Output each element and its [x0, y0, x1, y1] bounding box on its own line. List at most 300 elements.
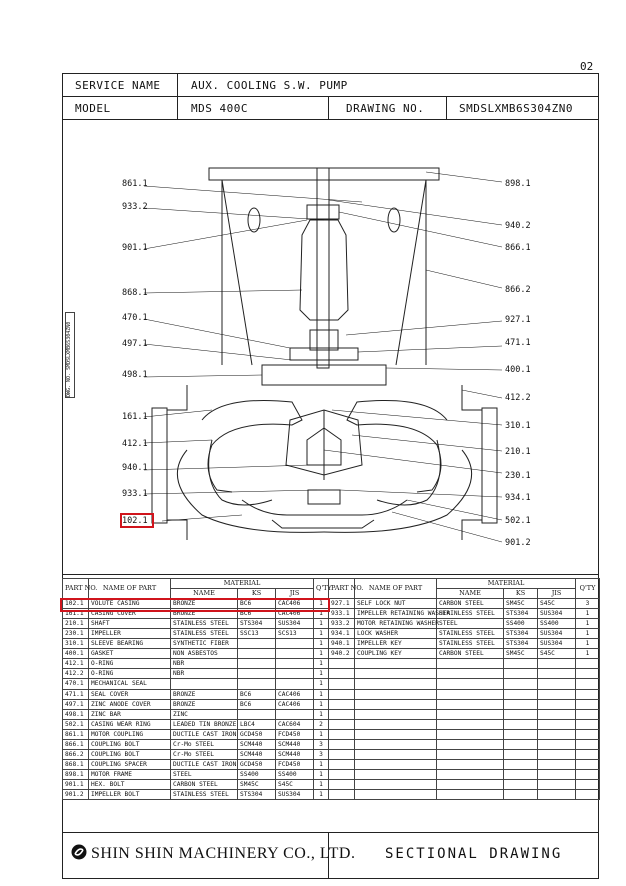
table-cell: 861.1 [63, 729, 89, 739]
table-cell [576, 659, 600, 669]
table-cell [504, 779, 538, 789]
table-cell: 933.1 [329, 609, 355, 619]
table-cell: ZINC BAR [89, 709, 171, 719]
table-cell [329, 729, 355, 739]
table-cell: CASING WEAR RING [89, 719, 171, 729]
table-row [329, 649, 600, 659]
table-cell [538, 789, 576, 799]
table-cell: 1 [576, 619, 600, 629]
table-cell: S45C [276, 779, 314, 789]
callout-label: 940.1 [122, 463, 148, 473]
table-row [63, 769, 329, 779]
table-cell [355, 679, 437, 689]
table-row [63, 789, 329, 799]
table-cell [238, 669, 276, 679]
callout-label: 210.1 [505, 447, 531, 457]
table-cell: STS304 [504, 639, 538, 649]
table-cell: SM45C [504, 649, 538, 659]
table-cell: SS400 [276, 769, 314, 779]
callout-label: 866.1 [505, 243, 531, 253]
table-cell [504, 689, 538, 699]
table-cell: 400.1 [63, 649, 89, 659]
table-cell: SEAL COVER [89, 689, 171, 699]
table-cell: STS304 [238, 619, 276, 629]
table-cell: 1 [314, 689, 329, 699]
table-cell: 940.2 [329, 649, 355, 659]
table-cell [504, 709, 538, 719]
table-cell [576, 739, 600, 749]
table-cell [538, 709, 576, 719]
table-row-empty [329, 769, 600, 779]
table-cell: 1 [314, 639, 329, 649]
table-cell [276, 679, 314, 689]
drawing-title: SECTIONAL DRAWING [385, 846, 563, 862]
table-cell [355, 719, 437, 729]
table-cell [538, 719, 576, 729]
table-cell [329, 679, 355, 689]
callout-label: 940.2 [505, 221, 531, 231]
table-row-empty [329, 659, 600, 669]
table-row-empty [329, 779, 600, 789]
table-cell [576, 759, 600, 769]
table-cell [355, 689, 437, 699]
table-cell [329, 669, 355, 679]
table-cell [576, 699, 600, 709]
table-row [63, 739, 329, 749]
table-cell [538, 759, 576, 769]
table-cell: Cr-Mo STEEL [171, 739, 238, 749]
table-cell: 866.2 [63, 749, 89, 759]
drawing-no-value: SMDSLXMB6S304ZN0 [459, 102, 573, 115]
header-material: MATERIAL [437, 579, 576, 589]
table-cell [329, 659, 355, 669]
table-cell: 498.1 [63, 709, 89, 719]
table-cell: 898.1 [63, 769, 89, 779]
table-cell [504, 679, 538, 689]
table-cell: BC6 [238, 599, 276, 609]
table-cell [329, 779, 355, 789]
table-cell: CAC406 [276, 609, 314, 619]
header-name: NAME OF PART [89, 579, 171, 599]
table-cell: 934.1 [329, 629, 355, 639]
callout-label: 866.2 [505, 285, 531, 295]
table-cell: NBR [171, 659, 238, 669]
table-cell: MOTOR COUPLING [89, 729, 171, 739]
table-cell [437, 699, 504, 709]
table-cell: DUCTILE CAST IRON [171, 759, 238, 769]
table-cell [329, 769, 355, 779]
table-cell: STAINLESS STEEL [171, 629, 238, 639]
table-cell [437, 789, 504, 799]
table-cell: SCM440 [238, 739, 276, 749]
table-cell: LEADED TIN BRONZE [171, 719, 238, 729]
table-cell [355, 789, 437, 799]
table-cell [437, 679, 504, 689]
table-cell: LOCK WASHER [355, 629, 437, 639]
table-cell: 1 [314, 619, 329, 629]
table-cell: STS304 [504, 609, 538, 619]
header-ks: KS [504, 589, 538, 599]
callout-label: 470.1 [122, 313, 148, 323]
table-row [329, 599, 600, 609]
table-cell: SCM440 [238, 749, 276, 759]
table-row-empty [329, 729, 600, 739]
table-cell [437, 759, 504, 769]
table-cell: SUS304 [276, 789, 314, 799]
table-cell: NBR [171, 669, 238, 679]
table-cell: IMPELLER BOLT [89, 789, 171, 799]
table-cell [437, 669, 504, 679]
table-cell: 497.1 [63, 699, 89, 709]
table-cell: CARBON STEEL [437, 599, 504, 609]
table-cell [329, 789, 355, 799]
table-cell: 1 [314, 599, 329, 609]
table-cell [538, 699, 576, 709]
table-cell [355, 739, 437, 749]
header-jis: JIS [276, 589, 314, 599]
header-name: NAME OF PART [355, 579, 437, 599]
table-row [63, 689, 329, 699]
table-cell: 1 [314, 649, 329, 659]
highlight-row-102-1 [60, 598, 330, 612]
callout-label: 497.1 [122, 339, 148, 349]
table-cell [329, 759, 355, 769]
table-cell: STEEL [171, 769, 238, 779]
table-cell: 502.1 [63, 719, 89, 729]
table-cell: CAC406 [276, 599, 314, 609]
table-row [329, 609, 600, 619]
table-cell: SLEEVE BEARING [89, 639, 171, 649]
table-cell [355, 729, 437, 739]
company-logo-icon [71, 844, 87, 860]
model-label: MODEL [75, 102, 111, 115]
table-row-empty [329, 739, 600, 749]
table-cell: STAINLESS STEEL [171, 789, 238, 799]
table-cell [355, 669, 437, 679]
table-cell: 940.1 [329, 639, 355, 649]
table-cell: LBC4 [238, 719, 276, 729]
table-row-empty [329, 759, 600, 769]
table-cell: 2 [314, 719, 329, 729]
table-cell: BRONZE [171, 699, 238, 709]
header-part-no: PART NO. [329, 579, 355, 599]
table-cell [238, 659, 276, 669]
header-mat-name: NAME [171, 589, 238, 599]
table-cell: STEEL [437, 619, 504, 629]
table-cell: CAC604 [276, 719, 314, 729]
table-cell [504, 699, 538, 709]
table-cell: MOTOR RETAINING WASHER [355, 619, 437, 629]
table-cell [538, 749, 576, 759]
table-cell: SCM440 [276, 739, 314, 749]
table-cell: SELF LOCK NUT [355, 599, 437, 609]
table-cell: STAINLESS STEEL [437, 629, 504, 639]
header-part-no: PART NO. [63, 579, 89, 599]
callout-label: 310.1 [505, 421, 531, 431]
table-row [63, 649, 329, 659]
table-cell [437, 659, 504, 669]
table-cell [576, 729, 600, 739]
table-cell [171, 679, 238, 689]
header-material: MATERIAL [171, 579, 314, 589]
table-row [63, 659, 329, 669]
table-cell: 210.1 [63, 619, 89, 629]
callout-label: 861.1 [122, 179, 148, 189]
table-cell: CARBON STEEL [171, 779, 238, 789]
table-cell: S45C [538, 649, 576, 659]
table-row-empty [329, 709, 600, 719]
table-cell: GCD450 [238, 759, 276, 769]
table-cell: FCD450 [276, 759, 314, 769]
table-cell: 1 [314, 659, 329, 669]
table-cell: SYNTHETIC FIBER [171, 639, 238, 649]
table-cell: 161.1 [63, 609, 89, 619]
service-name-label: SERVICE NAME [75, 79, 161, 92]
table-cell: COUPLING BOLT [89, 749, 171, 759]
callout-label: 230.1 [505, 471, 531, 481]
table-cell: CAC406 [276, 699, 314, 709]
table-cell: FCD450 [276, 729, 314, 739]
table-cell: 1 [314, 709, 329, 719]
table-cell [576, 679, 600, 689]
table-cell [276, 709, 314, 719]
callout-label: 412.1 [122, 439, 148, 449]
table-row-empty [329, 719, 600, 729]
table-row [63, 669, 329, 679]
highlight-callout-102-1 [120, 513, 154, 528]
table-cell: STAINLESS STEEL [171, 619, 238, 629]
table-cell: 412.1 [63, 659, 89, 669]
table-cell: SHAFT [89, 619, 171, 629]
table-cell: BC6 [238, 699, 276, 709]
table-cell [329, 689, 355, 699]
table-cell [329, 749, 355, 759]
table-cell [329, 699, 355, 709]
parts-table-right [328, 578, 600, 800]
table-cell [504, 749, 538, 759]
table-cell [576, 779, 600, 789]
table-cell [437, 709, 504, 719]
table-cell: SUS304 [538, 609, 576, 619]
table-cell: SUS304 [276, 619, 314, 629]
callout-label: 898.1 [505, 179, 531, 189]
table-cell: O-RING [89, 659, 171, 669]
table-row [63, 719, 329, 729]
table-cell [276, 659, 314, 669]
callout-label: 400.1 [505, 365, 531, 375]
table-cell: MOTOR FRAME [89, 769, 171, 779]
table-cell: SS400 [538, 619, 576, 629]
model-value: MDS 400C [191, 102, 248, 115]
header-qty: Q'TY [314, 579, 329, 599]
callout-label: 502.1 [505, 516, 531, 526]
table-cell [576, 749, 600, 759]
callout-label: 161.1 [122, 412, 148, 422]
table-cell: IMPELLER KEY [355, 639, 437, 649]
table-cell: SS400 [238, 769, 276, 779]
table-cell: GASKET [89, 649, 171, 659]
table-cell [576, 719, 600, 729]
table-cell: SS400 [504, 619, 538, 629]
table-cell [538, 739, 576, 749]
table-row-empty [329, 789, 600, 799]
table-cell: 1 [314, 629, 329, 639]
table-row [63, 749, 329, 759]
side-drawing-number: DWG. NO. SMDSLXMB6S304ZN0 [65, 312, 75, 398]
table-cell: 1 [314, 669, 329, 679]
callout-label: 102.1 [122, 516, 148, 526]
table-cell: 927.1 [329, 599, 355, 609]
table-cell [238, 639, 276, 649]
header-mat-name: NAME [437, 589, 504, 599]
drawing-no-label: DRAWING NO. [346, 102, 425, 115]
table-cell: 1 [314, 759, 329, 769]
table-cell [437, 749, 504, 759]
table-cell: CASING COVER [89, 609, 171, 619]
table-row-empty [329, 669, 600, 679]
table-cell: Cr-Mo STEEL [171, 749, 238, 759]
company-name [71, 844, 355, 863]
service-name-value: AUX. COOLING S.W. PUMP [191, 79, 348, 92]
table-cell [504, 659, 538, 669]
table-cell: BRONZE [171, 689, 238, 699]
table-cell: BC6 [238, 689, 276, 699]
table-cell [437, 689, 504, 699]
table-cell [576, 789, 600, 799]
callout-label: 868.1 [122, 288, 148, 298]
table-cell [238, 649, 276, 659]
table-cell [238, 679, 276, 689]
table-cell: SCS13 [276, 629, 314, 639]
table-cell [504, 669, 538, 679]
table-cell: 901.2 [63, 789, 89, 799]
table-cell: STS304 [504, 629, 538, 639]
table-cell [538, 679, 576, 689]
table-cell [538, 659, 576, 669]
table-cell: 471.1 [63, 689, 89, 699]
table-cell: CARBON STEEL [437, 649, 504, 659]
table-row [63, 629, 329, 639]
table-cell [329, 739, 355, 749]
table-cell [538, 769, 576, 779]
table-cell: 1 [576, 639, 600, 649]
table-cell: SSC13 [238, 629, 276, 639]
table-cell: S45C [538, 599, 576, 609]
table-row-empty [329, 749, 600, 759]
table-cell [329, 709, 355, 719]
table-cell [504, 719, 538, 729]
table-cell: 901.1 [63, 779, 89, 789]
table-cell: GCD450 [238, 729, 276, 739]
table-cell: STAINLESS STEEL [437, 639, 504, 649]
callout-label: 901.2 [505, 538, 531, 548]
table-cell [576, 669, 600, 679]
table-cell [355, 769, 437, 779]
table-cell: SM45C [238, 779, 276, 789]
table-row [63, 779, 329, 789]
table-cell [576, 709, 600, 719]
header-qty: Q'TY [576, 579, 600, 599]
table-cell: MECHANICAL SEAL [89, 679, 171, 689]
table-cell: SUS304 [538, 629, 576, 639]
table-cell: VOLUTE CASING [89, 599, 171, 609]
table-cell [437, 739, 504, 749]
table-cell [538, 779, 576, 789]
table-cell: 866.1 [63, 739, 89, 749]
table-cell: DUCTILE CAST IRON [171, 729, 238, 739]
table-row [63, 759, 329, 769]
table-row [329, 619, 600, 629]
table-row [63, 699, 329, 709]
table-cell [504, 729, 538, 739]
table-cell: 3 [314, 739, 329, 749]
table-row [63, 729, 329, 739]
table-cell: 1 [314, 769, 329, 779]
table-cell: 102.1 [63, 599, 89, 609]
callout-label: 927.1 [505, 315, 531, 325]
table-cell: 470.1 [63, 679, 89, 689]
table-row [63, 639, 329, 649]
table-cell: BRONZE [171, 609, 238, 619]
table-cell: CAC406 [276, 689, 314, 699]
table-cell: 1 [314, 729, 329, 739]
table-cell [576, 769, 600, 779]
table-cell: NON ASBESTOS [171, 649, 238, 659]
table-cell: 868.1 [63, 759, 89, 769]
callout-label: 412.2 [505, 393, 531, 403]
table-cell [504, 789, 538, 799]
table-cell: IMPELLER [89, 629, 171, 639]
table-row [63, 679, 329, 689]
table-cell [276, 639, 314, 649]
table-cell: 1 [314, 789, 329, 799]
callout-label: 901.1 [122, 243, 148, 253]
table-row [63, 709, 329, 719]
callout-label: 933.1 [122, 489, 148, 499]
table-cell: COUPLING BOLT [89, 739, 171, 749]
table-cell: COUPLING KEY [355, 649, 437, 659]
page-number: 02 [580, 60, 594, 73]
table-row-empty [329, 679, 600, 689]
header-jis: JIS [538, 589, 576, 599]
table-cell: COUPLING SPACER [89, 759, 171, 769]
table-cell: 1 [314, 609, 329, 619]
table-cell: ZINC [171, 709, 238, 719]
table-cell [576, 689, 600, 699]
table-row [329, 629, 600, 639]
table-cell: 3 [576, 599, 600, 609]
table-cell: 1 [576, 629, 600, 639]
table-cell: SCM440 [276, 749, 314, 759]
table-cell [355, 759, 437, 769]
table-cell [329, 719, 355, 729]
table-cell: 3 [314, 749, 329, 759]
table-row [329, 639, 600, 649]
table-cell: BC6 [238, 609, 276, 619]
table-cell: IMPELLER RETAINING WASHER [355, 609, 437, 619]
table-cell: STAINLESS STEEL [437, 609, 504, 619]
table-row-empty [329, 699, 600, 709]
table-cell [504, 739, 538, 749]
table-cell [276, 649, 314, 659]
table-cell [355, 699, 437, 709]
table-cell [538, 689, 576, 699]
table-cell: 1 [576, 609, 600, 619]
callout-label: 934.1 [505, 493, 531, 503]
table-row-empty [329, 689, 600, 699]
table-cell [437, 729, 504, 739]
table-cell: 310.1 [63, 639, 89, 649]
